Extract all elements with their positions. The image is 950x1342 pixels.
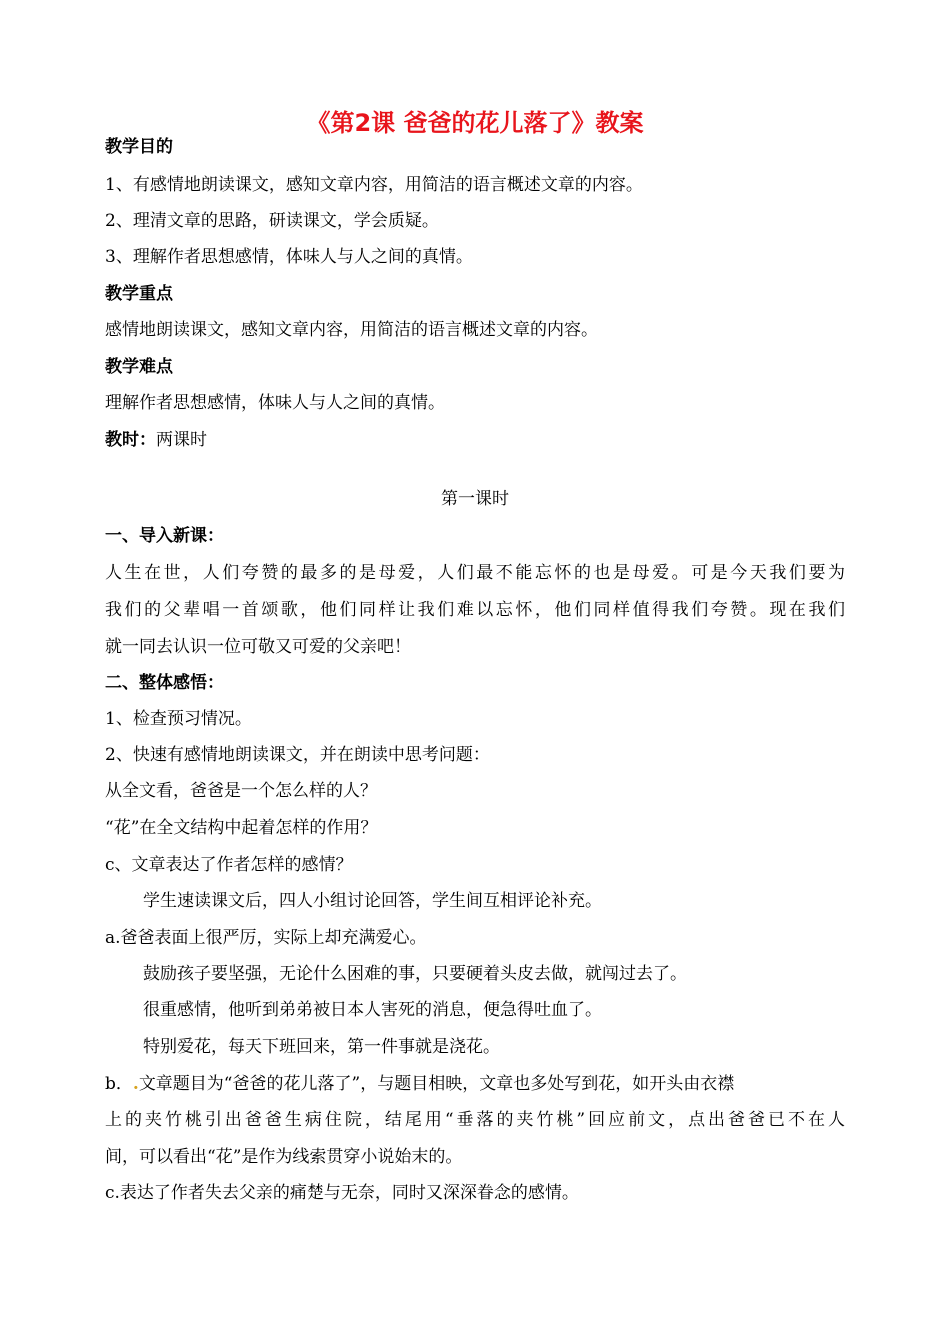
- overall-item: “花”在全文结构中起着怎样的作用？: [105, 818, 378, 838]
- answer-c: c.表达了作者失去父亲的痛楚与无奈，同时又深深眷念的感情。: [105, 1183, 579, 1203]
- section-heading-difficulty: 教学难点: [105, 357, 173, 377]
- answer-b-line: 上的夹竹桃引出爸爸生病住院，结尾用“垂落的夹竹桃”回应前文，点出爸爸已不在人: [105, 1110, 845, 1130]
- goal-item: 2、理清文章的思路，研读课文，学会质疑。: [105, 211, 439, 231]
- intro-paragraph-line: 我们的父辈唱一首颂歌，他们同样让我们难以忘怀，他们同样值得我们夸赞。现在我们: [105, 600, 845, 620]
- intro-paragraph-line: 就一同去认识一位可敬又可爱的父亲吧！: [105, 637, 411, 657]
- overall-item: c、文章表达了作者怎样的感情？: [105, 855, 353, 875]
- answer-a-detail: 鼓励孩子要坚强，无论什么困难的事，只要硬着头皮去做，就闯过去了。: [143, 964, 687, 984]
- section-heading-overall: 二、整体感悟：: [105, 673, 224, 693]
- goal-item: 3、理解作者思想感情，体味人与人之间的真情。: [105, 247, 473, 267]
- teaching-hours-label: 教时：: [105, 430, 156, 450]
- section-heading-goals: 教学目的: [105, 137, 173, 157]
- document-title: 《第2课 爸爸的花儿落了》教案: [306, 109, 644, 137]
- overall-item: 2、快速有感情地朗读课文，并在朗读中思考问题：: [105, 745, 490, 765]
- answer-a: a.爸爸表面上很严厉，实际上却充满爱心。: [105, 928, 427, 948]
- answer-a-detail: 很重感情，他听到弟弟被日本人害死的消息，便急得吐血了。: [143, 1000, 602, 1020]
- section-heading-key-point: 教学重点: [105, 284, 173, 304]
- overall-item: 从全文看，爸爸是一个怎么样的人？: [105, 781, 377, 801]
- key-point-text: 感情地朗读课文，感知文章内容，用简洁的语言概述文章的内容。: [105, 320, 598, 340]
- answer-a-detail: 特别爱花，每天下班回来，第一件事就是浇花。: [143, 1037, 500, 1057]
- answer-b-text: 文章题目为“爸爸的花儿落了”，与题目相映，文章也多处写到花，如开头由衣襟: [138, 1074, 735, 1094]
- intro-paragraph-line: 人生在世，人们夸赞的最多的是母爱，人们最不能忘怀的也是母爱。可是今天我们要为: [105, 563, 845, 583]
- discussion-text: 学生速读课文后，四人小组讨论回答，学生间互相评论补充。: [143, 891, 602, 911]
- lesson-title: 第一课时: [441, 489, 509, 509]
- section-heading-intro: 一、导入新课：: [105, 526, 224, 546]
- teaching-hours: [105, 430, 207, 450]
- answer-b-prefix: b．: [105, 1074, 133, 1094]
- answer-b-first-line: [105, 1074, 734, 1094]
- goal-item: 1、有感情地朗读课文，感知文章内容，用简洁的语言概述文章的内容。: [105, 175, 643, 195]
- difficulty-text: 理解作者思想感情，体味人与人之间的真情。: [105, 393, 445, 413]
- overall-item: 1、检查预习情况。: [105, 709, 252, 729]
- answer-b-line: 间，可以看出“花”是作为线索贯穿小说始末的。: [105, 1147, 463, 1167]
- teaching-hours-value: 两课时: [156, 430, 207, 450]
- answer-b-mark: .: [132, 1074, 139, 1094]
